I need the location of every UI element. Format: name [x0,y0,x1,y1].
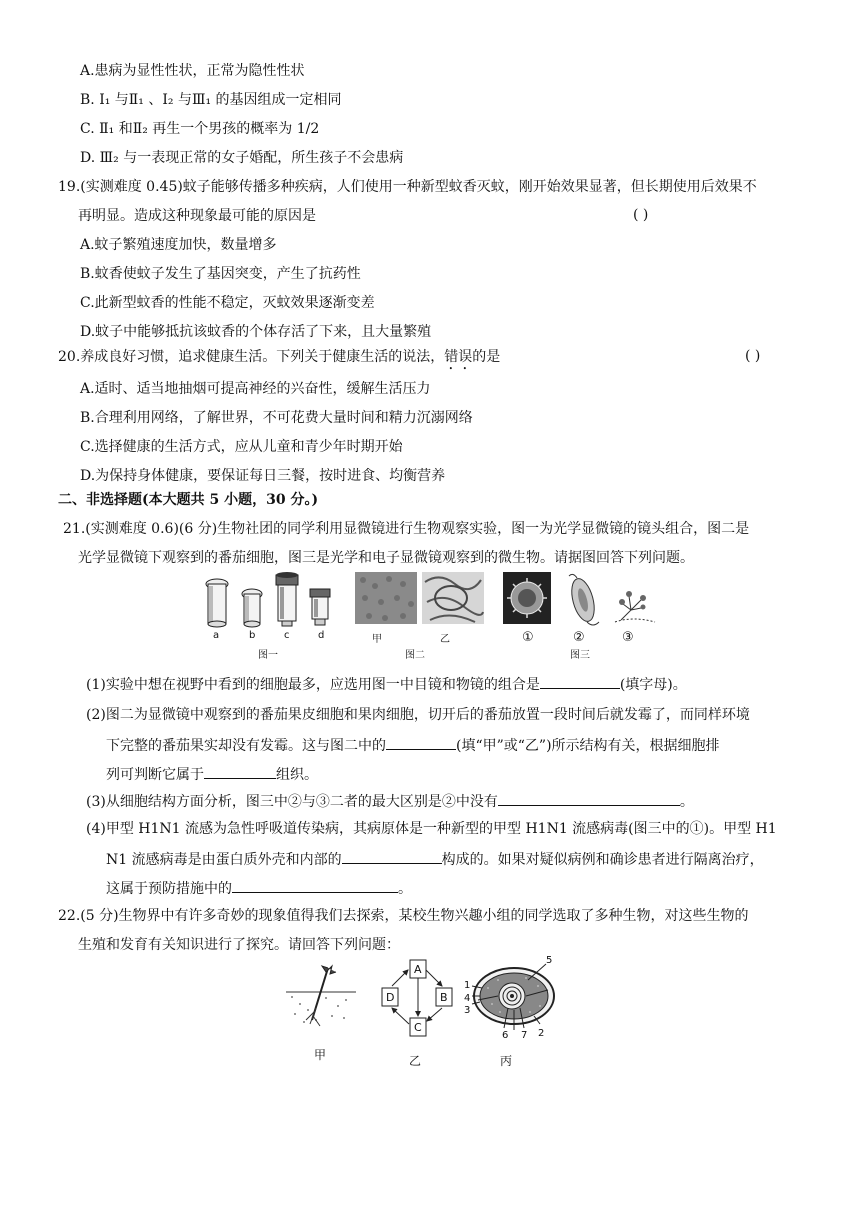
q21-sub4-text: N1 流感病毒是由蛋白质外壳和内部的 [106,852,342,868]
box-d-label: D [386,991,395,1004]
egg-label-3: 3 [464,1005,471,1016]
q19-stem-line2: 再明显。造成这种现象最可能的原因是 [78,208,316,224]
egg-label-4: 4 [464,993,471,1004]
mold-icon [615,591,655,622]
q18-option-d: D. Ⅲ₂ 与一表现正常的女子婚配，所生孩子不会患病 [80,150,404,166]
q21-sub2-text4: 组织。 [276,767,318,783]
q21-stem-line2: 光学显微镜下观察到的番茄细胞，图三是光学和电子显微镜观察到的微生物。请据图回答下列问题。 [78,550,694,566]
fig2-label-yi: 乙 [440,634,450,645]
egg-structure-figure [468,958,560,1038]
q22-label-jia: 甲 [314,1048,327,1062]
q19-option-b: B.蚊香使蚊子发生了基因突变，产生了抗药性 [80,266,361,282]
fig3-caption: 图三 [570,650,590,661]
egg-label-2: 2 [538,1028,545,1039]
q21-sub2-line1: (2)图二为显微镜中观察到的番茄果皮细胞和果肉细胞，切开后的番茄放置一段时间后就发霉了，而同样环境 [86,707,750,723]
q21-sub4-text2: 构成的。如果对疑似病例和确诊患者进行隔离治疗， [441,852,764,868]
fig1-label-b: b [249,630,256,641]
q21-sub2-text3: 列可判断它属于 [106,767,204,783]
box-a-label: A [414,963,422,976]
fig1-caption: 图一 [258,650,278,661]
q21-sub4-line3 [106,878,412,898]
q21-sub2-line2 [106,735,720,755]
plant-cutting-figure [286,964,356,1034]
q20-option-a: A.适时、适当地抽烟可提高神经的兴奋性，缓解生活压力 [80,381,431,397]
q21-sub3-blank[interactable] [498,791,680,806]
q18-option-b: B. Ⅰ₁ 与Ⅱ₁ 、Ⅰ₂ 与Ⅲ₁ 的基因组成一定相同 [80,92,342,108]
q20-stem-emphasis: 错误 [444,349,473,365]
virus-icon [507,578,547,618]
bacterium-icon [568,574,599,625]
q20-option-d: D.为保持身体健康，要保证每日三餐，按时进食、均衡营养 [80,468,446,484]
lens-c-icon [276,572,298,626]
q21-sub1-suffix: (填字母)。 [619,677,687,693]
lens-d-icon [310,589,330,625]
q21-sub3-suffix: 。 [679,794,694,810]
fig2-caption: 图二 [405,650,425,661]
fig3-label-3: ③ [622,630,634,645]
q22-stem-line2: 生殖和发育有关知识进行了探究。请回答下列问题： [78,937,400,953]
fig1-label-d: d [318,630,325,641]
q21-sub2-text2: (填“甲”或“乙”)所示结构有关，根据细胞排 [456,738,720,754]
q19-option-a: A.蚊子繁殖速度加快，数量增多 [80,237,277,253]
q22-stem-line1: 22.(5 分)生物界中有许多奇妙的现象值得我们去探索，某校生物兴趣小组的同学选取了多种生物，对这些生物的 [58,908,749,924]
q22-label-yi: 乙 [409,1054,422,1068]
q20-option-c: C.选择健康的生活方式，应从儿童和青少年时期开始 [80,439,403,455]
fig3-label-1: ① [522,630,534,645]
box-b-label: B [440,991,448,1004]
q20-stem-part1: 20.养成良好习惯，追求健康生活。下列关于健康生活的说法， [58,349,445,365]
q20-answer-paren: ( ) [745,348,761,364]
lens-b-icon [242,589,262,627]
q21-sub4-blank2[interactable] [232,878,398,893]
q21-sub1-text: (1)实验中想在视野中看到的细胞最多，应选用图一中目镜和物镜的组合是 [86,677,540,693]
box-c-label: C [414,1021,422,1034]
egg-label-6: 6 [502,1030,509,1041]
q20-option-b: B.合理利用网络，了解世界，不可花费大量时间和精力沉溺网络 [80,410,473,426]
q20-stem [58,348,500,373]
q21-sub2-blank1[interactable] [386,735,456,750]
egg-label-1: 1 [464,980,471,991]
q21-sub2-text: 下完整的番茄果实却没有发霉。这与图二中的 [106,738,386,754]
q21-sub4-text3: 这属于预防措施中的 [106,881,232,897]
q21-stem-line1: 21.(实测难度 0.6)(6 分)生物社团的同学利用显微镜进行生物观察实验，图一为光学显微镜的镜头组合，图二是 [63,521,750,537]
egg-label-5: 5 [546,955,553,966]
fig3-label-2: ② [573,630,585,645]
q21-sub4-line1: (4)甲型 H1N1 流感为急性呼吸道传染病，其病原体是一种新型的甲型 H1N1 流感病毒(图三中的①)。甲型 H1 [86,821,777,837]
q19-option-d: D.蚊子中能够抵抗该蚊香的个体存活了下来，且大量繁殖 [80,324,432,340]
q19-option-c: C.此新型蚊香的性能不稳定，灭蚊效果逐渐变差 [80,295,375,311]
q21-sub4-line2 [106,849,764,869]
q19-answer-paren: ( ) [633,207,649,223]
q18-option-a: A.患病为显性性状，正常为隐性性状 [80,63,305,79]
q22-label-bing: 丙 [500,1054,513,1068]
figure3-microorganisms [503,570,663,630]
q18-option-c: C. Ⅱ₁ 和Ⅱ₂ 再生一个男孩的概率为 1/2 [80,121,320,137]
q21-sub2-blank2[interactable] [204,764,276,779]
q21-sub3 [86,791,694,811]
q21-sub1 [86,674,687,694]
q21-sub4-suffix: 。 [398,881,412,897]
q21-sub2-line3 [106,764,318,784]
fig2-label-jia: 甲 [372,634,382,645]
q20-stem-part2: 的是 [472,349,501,365]
fig1-label-c: c [284,630,290,641]
q21-sub3-text: (3)从细胞结构方面分析，图三中②与③二者的最大区别是②中没有 [86,794,498,810]
q21-sub1-blank[interactable] [540,674,620,689]
q19-stem-line1: 19.(实测难度 0.45)蚊子能够传播多种疾病，人们使用一种新型蚊香灭蚊，刚开始效果显著，但长期使用后效果不 [58,179,757,195]
egg-label-7: 7 [521,1030,528,1041]
figure2-tomato-cells [355,572,485,627]
q21-sub4-blank1[interactable] [342,849,442,864]
lens-a-icon [206,579,228,627]
fig1-label-a: a [213,630,220,641]
section-two-header: 二、非选择题(本大题共 5 小题，30 分。) [58,492,319,508]
